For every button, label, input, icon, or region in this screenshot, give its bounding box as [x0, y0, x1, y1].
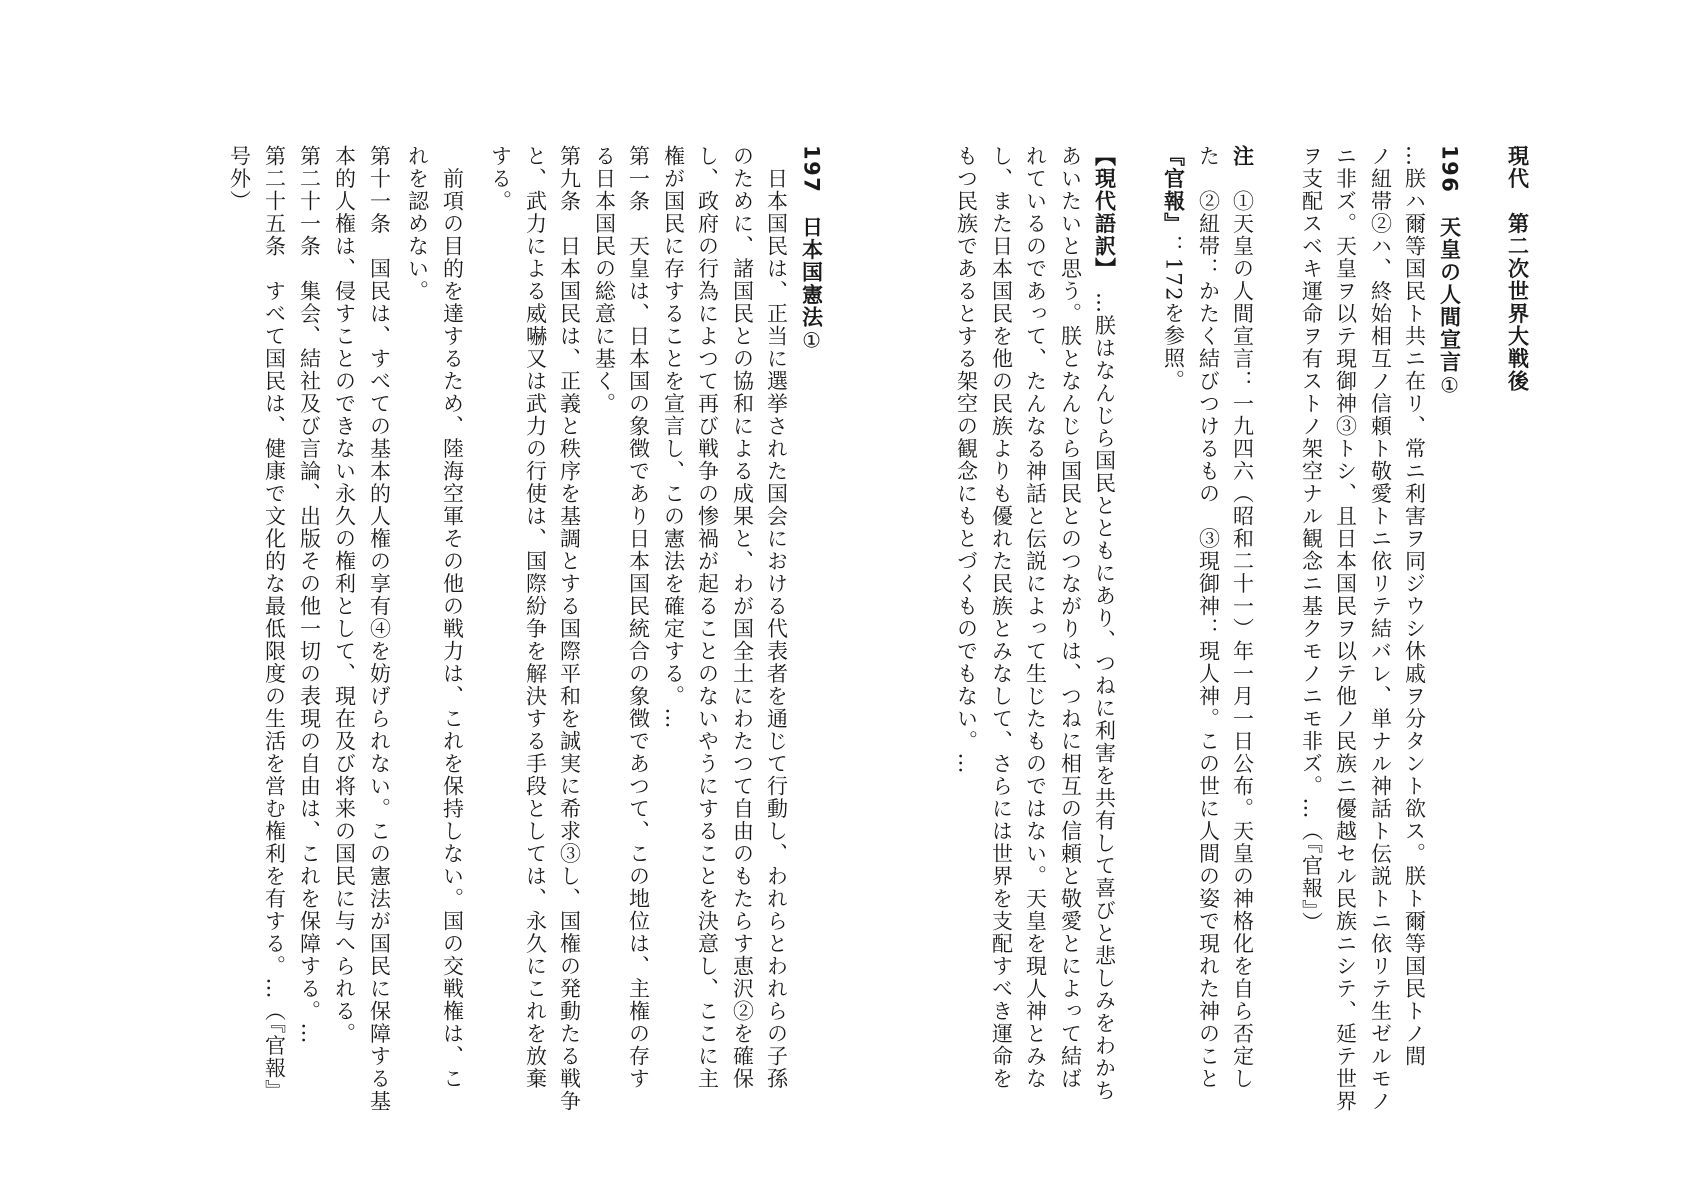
reference-source: 『官報』 [1161, 145, 1186, 235]
section-197-line: れを認めない。 [405, 145, 430, 303]
section-197-line: 権が国民に存することを宣言し、この憲法を確定する。… [661, 145, 686, 730]
section-197-line: 第二十五条 すべて国民は、健康で文化的な最低限度の生活を営む権利を有する。…（『官報』 [262, 145, 287, 1102]
section-197-line: 第一条 天皇は、日本国の象徴であり日本国民統合の象徴であつて、この地位は、主権の存す [626, 145, 651, 1090]
chapter-label: 現代 [1505, 145, 1530, 190]
modern-translation-line: し、また日本国民を他の民族よりも優れた民族とみなして、さらには世界を支配すべき運命を [989, 145, 1014, 1090]
section-197-line: 第二十一条 集会、結社及び言論、出版その他一切の表現の自由は、これを保障する。… [297, 145, 322, 1045]
section-197-line: 前項の目的を達するため、陸海空軍その他の戦力は、これを保持しない。国の交戦権は、こ [440, 145, 465, 1090]
section-197-number: 197 [799, 145, 824, 194]
modern-translation-line: あいたいと思う。朕となんじら国民とのつながりは、つねに相互の信頼と敬愛とによって結ば [1058, 145, 1083, 1090]
section-197-line: し、政府の行為によつて再び戦争の惨禍が起ることのないやうにすることを決意し、ここに主 [695, 145, 720, 1090]
section-197-line: る日本国民の総意に基く。 [592, 145, 617, 415]
section-197-mark: ① [799, 328, 824, 354]
reference-line [1156, 145, 1191, 1065]
section-196-number: 196 [1437, 145, 1462, 194]
chapter-heading [1500, 145, 1535, 1065]
chapter-title: 第二次世界大戦後 [1505, 212, 1530, 393]
reference-text: ：172を参照。 [1161, 235, 1186, 393]
section-197-heading [794, 145, 829, 1065]
modern-translation-line: もつ民族であるとする架空の観念にもとづくものでもない。… [954, 145, 979, 775]
section-197-line: する。 [488, 145, 513, 213]
modern-translation-line: れているのであって、たんなる神話と伝説によって生じたものではない。天皇を現人神とみな [1023, 145, 1048, 1090]
section-196-line: …朕ハ爾等国民ト共ニ在リ、常ニ利害ヲ同ジウシ休戚ヲ分タント欲ス。朕ト爾等国民トノ間 [1402, 145, 1427, 1068]
note-label: 注 [1230, 145, 1255, 168]
section-197-line: と、武力による威嚇又は武力の行使は、国際紛争を解決する手段としては、永久にこれを放棄 [523, 145, 548, 1090]
modern-translation-line [1087, 145, 1122, 1102]
section-196-line: ニ非ズ。天皇ヲ以テ現御神③トシ、且日本国民ヲ以テ他ノ民族ニ優越セル民族ニシテ、延テ世界 [1333, 145, 1358, 1113]
section-196-heading [1432, 145, 1467, 1065]
section-197-line: のために、諸国民との協和による成果と、わが国全土にわたつて自由のもたらす恵沢②を確保 [730, 145, 755, 1090]
note-line: た ②紐帯：かたく結びつけるもの ③現御神：現人神。この世に人間の姿で現れた神のこと [1196, 145, 1221, 1090]
section-197-line: 号外） [227, 145, 252, 213]
section-196-mark: ① [1437, 373, 1462, 399]
section-197-line: 本的人権は、侵すことのできない永久の権利として、現在及び将来の国民に与へられる。 [332, 145, 357, 1045]
modern-translation-text: …朕はなんじら国民とともにあり、つねに利害を共有して喜びと悲しみをわかち [1092, 292, 1117, 1102]
section-197-line: 第九条 日本国民は、正義と秩序を基調とする国際平和を誠実に希求③し、国権の発動たる戦争 [557, 145, 582, 1113]
note-line [1225, 145, 1260, 1090]
section-197-line: 日本国民は、正当に選挙された国会における代表者を通じて行動し、われらとわれらの子孫 [764, 145, 789, 1090]
section-197-title: 日本国憲法 [799, 215, 824, 329]
note-text: ①天皇の人間宣言：一九四六（昭和二十一）年一月一日公布。天皇の神格化を自ら否定し [1230, 190, 1255, 1090]
section-196-line: ノ紐帯②ハ、終始相互ノ信頼ト敬愛トニ依リテ結バレ、単ナル神話ト伝説トニ依リテ生ゼルモノ [1368, 145, 1393, 1113]
section-197-line: 第十一条 国民は、すべての基本的人権の享有④を妨げられない。この憲法が国民に保障する基 [367, 145, 392, 1113]
section-196-title: 天皇の人間宣言 [1437, 215, 1462, 374]
section-196-line: ヲ支配スベキ運命ヲ有ストノ架空ナル観念ニ基クモノニモ非ズ。…（『官報』） [1299, 145, 1324, 934]
modern-translation-label: 【現代語訳】 [1092, 145, 1117, 270]
